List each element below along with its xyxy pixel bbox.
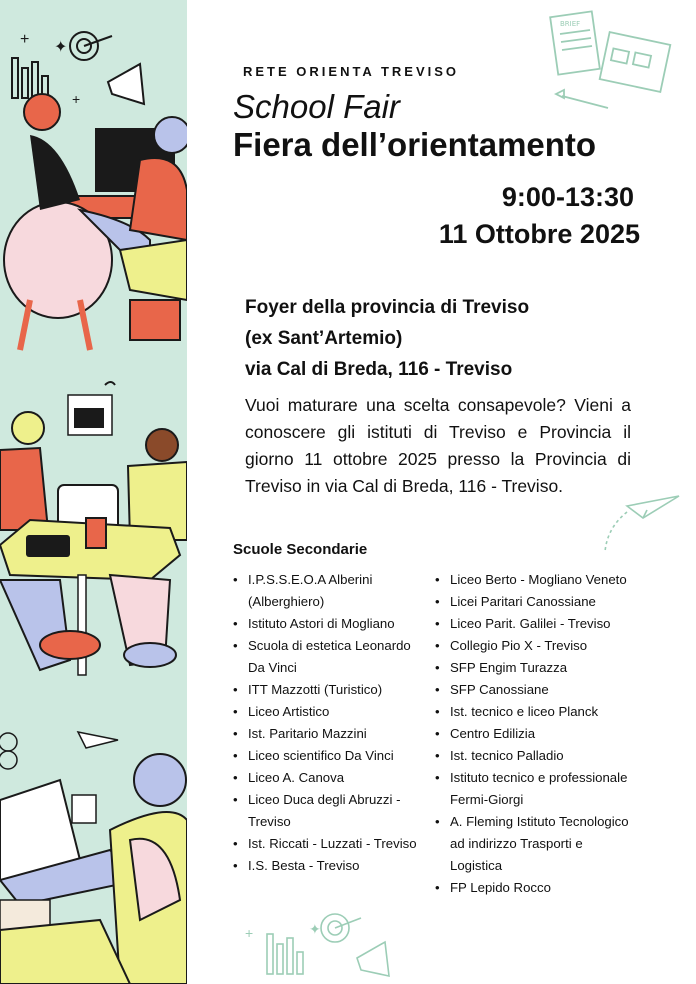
list-item: • SFP Engim Turazza xyxy=(435,657,635,679)
title-english: School Fair xyxy=(233,88,400,125)
list-item: • I.S. Besta - Treviso xyxy=(233,855,423,877)
chart-bars-icon xyxy=(12,58,48,98)
list-item: • Ist. Riccati - Luzzati - Treviso xyxy=(233,833,423,855)
list-item: • Ist. tecnico e liceo Planck xyxy=(435,701,635,723)
list-item: • FP Lepido Rocco xyxy=(435,877,635,899)
chart-target-megaphone-illustration xyxy=(239,898,399,982)
list-item: • Ist. Paritario Mazzini xyxy=(233,723,423,745)
list-item: • Scuola di estetica Leonardo Da Vinci xyxy=(233,635,423,679)
list-item: • I.P.S.S.E.O.A Alberini (Alberghiero) xyxy=(233,569,423,613)
svg-text:+: + xyxy=(72,91,81,107)
list-item: • Collegio Pio X - Treviso xyxy=(435,635,635,657)
venue-line-1: Foyer della provincia di Treviso xyxy=(245,297,530,318)
paper-plane-icon xyxy=(78,732,118,748)
list-item: • Liceo Berto - Mogliano Veneto xyxy=(435,569,635,591)
list-item: • Liceo Artistico xyxy=(233,701,423,723)
list-item: • ITT Mazzotti (Turistico) xyxy=(233,679,423,701)
list-item: • Ist. tecnico Palladio xyxy=(435,745,635,767)
paper-plane-icon xyxy=(587,488,687,558)
event-date: 11 Ottobre 2025 xyxy=(438,219,640,249)
page-title: Fiera dell’orientamento xyxy=(233,126,597,163)
people-working-illustration xyxy=(0,0,187,984)
svg-text:✦: ✦ xyxy=(309,921,321,937)
venue-line-3: via Cal di Breda, 116 - Treviso xyxy=(245,359,513,380)
list-item: • Istituto tecnico e professionale Fermi-Giorgi xyxy=(435,767,635,811)
list-item: • A. Fleming Istituto Tecnologico ad indirizzo Trasporti e Logistica xyxy=(435,811,635,877)
svg-text:BRIEF: BRIEF xyxy=(560,20,581,28)
illustration-strip xyxy=(0,0,187,984)
list-item: • SFP Canossiane xyxy=(435,679,635,701)
list-item: • Liceo scientifico Da Vinci xyxy=(233,745,423,767)
svg-text:+: + xyxy=(245,925,254,941)
organization-name: RETE ORIENTA TREVISO xyxy=(243,64,460,79)
poster-content xyxy=(187,0,696,984)
documents-illustration xyxy=(542,8,692,118)
megaphone-icon xyxy=(108,64,144,104)
venue-block xyxy=(245,292,529,385)
list-item: • Licei Paritari Canossiane xyxy=(435,591,635,613)
pencil-cup xyxy=(72,795,96,823)
svg-text:+: + xyxy=(20,31,30,48)
schools-list-column-1 xyxy=(233,569,423,877)
venue-line-2: (ex Sant’Artemio) xyxy=(245,328,403,349)
list-item: • Liceo Parit. Galilei - Treviso xyxy=(435,613,635,635)
coffee-cup xyxy=(86,518,106,548)
svg-text:✦: ✦ xyxy=(54,39,68,56)
hair xyxy=(24,94,60,130)
list-item: • Liceo Duca degli Abruzzi - Treviso xyxy=(233,789,423,833)
schools-heading: Scuole Secondarie xyxy=(233,541,368,558)
target-icon xyxy=(70,32,112,60)
event-time: 9:00-13:30 xyxy=(501,182,634,212)
list-item: • Centro Edilizia xyxy=(435,723,635,745)
list-item: • Istituto Astori di Mogliano xyxy=(233,613,423,635)
schools-list-column-2 xyxy=(435,569,635,899)
list-item: • Liceo A. Canova xyxy=(233,767,423,789)
event-description: Vuoi maturare una scelta consapevole? Vieni a conoscere gli istituti di Treviso e Provincia il giorno 11 ottobre 2025 presso la Provincia di Treviso in via Cal di Breda, 116 - Treviso. xyxy=(245,395,631,496)
